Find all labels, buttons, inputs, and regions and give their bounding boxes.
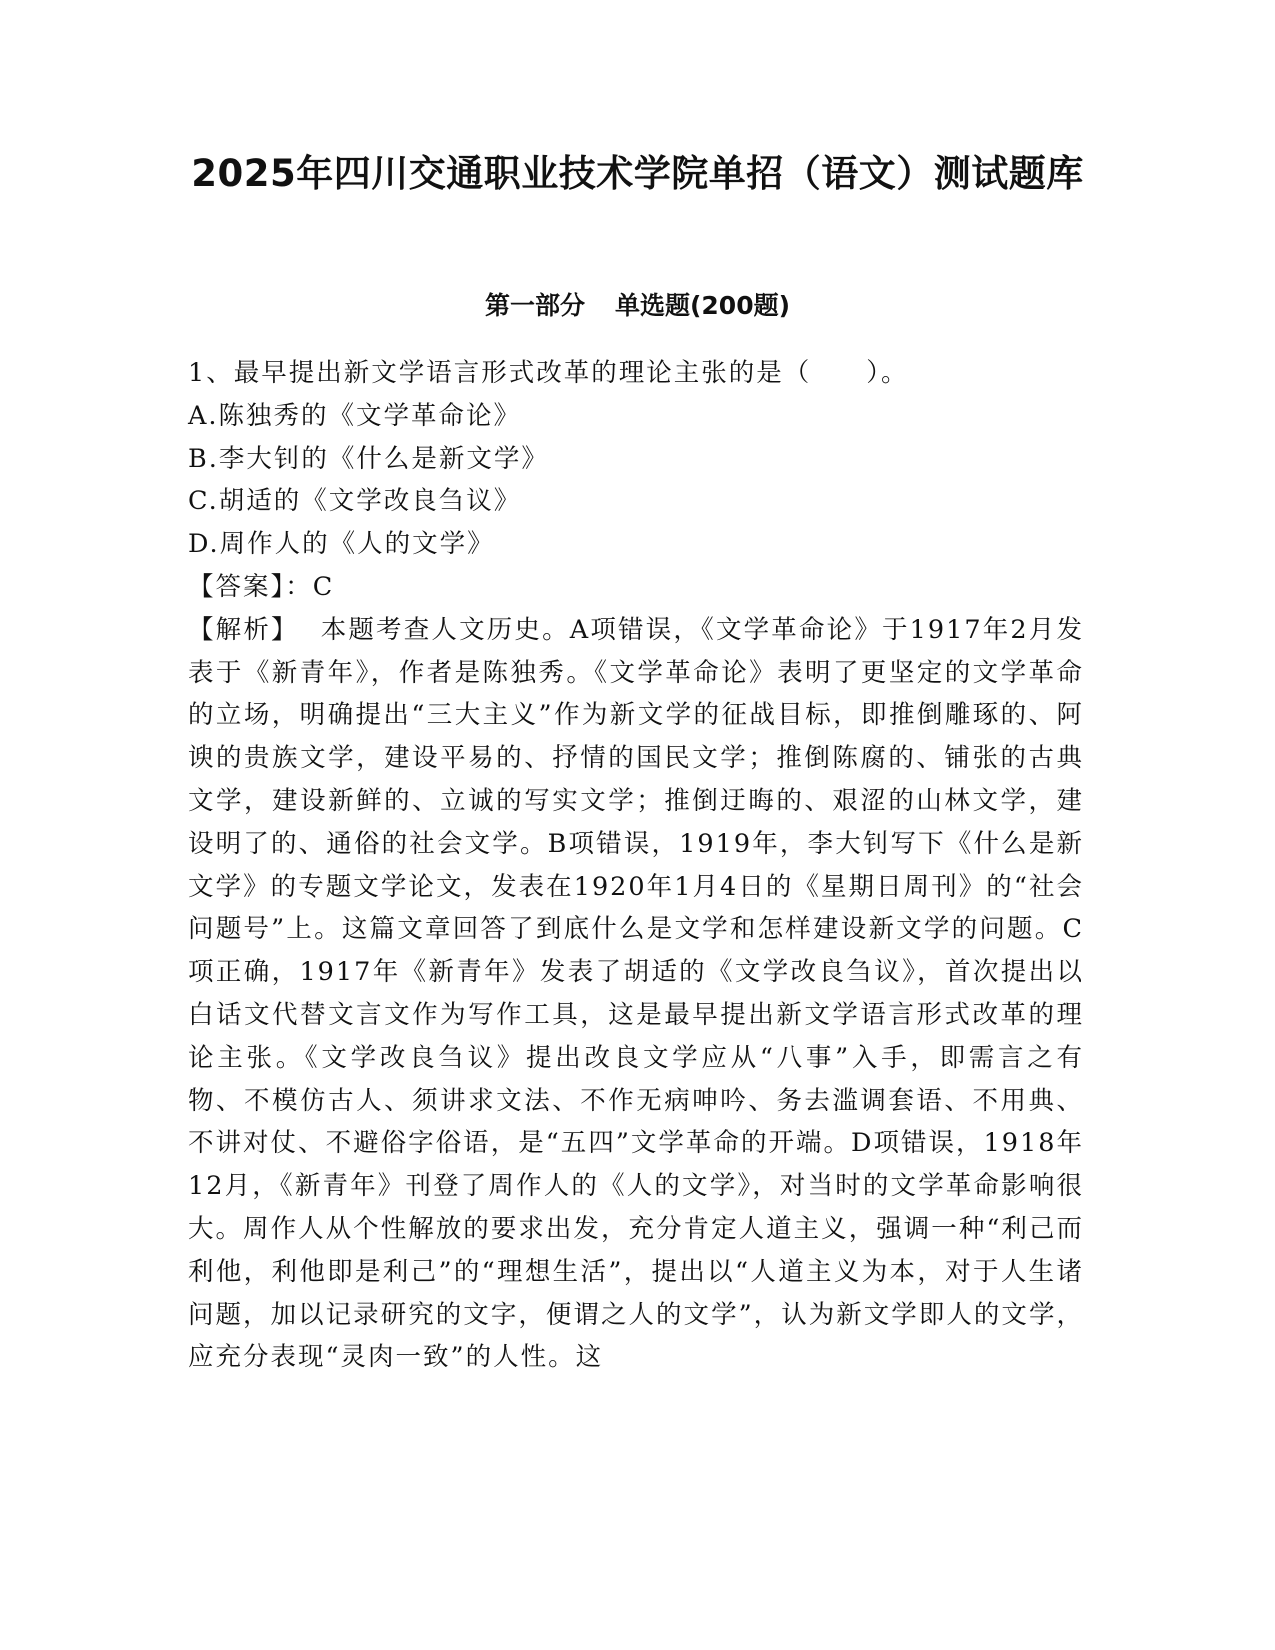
option-b: B.李大钊的《什么是新文学》 xyxy=(188,443,549,474)
answer-value: ：C xyxy=(285,571,335,602)
section-heading xyxy=(0,288,1275,324)
explanation-text: 本题考查人文历史。A项错误，《文学革命论》于1917年2月发表于《新青年》，作者是陈独秀。《文学革命论》表明了更坚定的文学革命的立场，明确提出“三大主义”作为新文学的征战目标，即推倒雕琢的、阿谀的贵族文学，建设平易的、抒情的国民文学；推倒陈腐的、铺张的古典文学，建设新鲜的、立诚的写实文学；推倒迂晦的、艰涩的山林文学，建设明了的、通俗的社会文学。B项错误，1919年，李大钊写下《什么是新文学》的专题文学论文，发表在1920年1月4日的《星期日周刊》的“社会问题号”上。这篇文章回答了到底什么是文学和怎样建设新文学的问题。C项正确，1917年《新青年》发表了胡适的《文学改良刍议》，首次提出以白话文代替文言文作为写作工具，这是最早提出新文学语言形式改革的理论主张。《文学改良刍议》提出改良文学应从“八事”入手，即需言之有物、不模仿古人、须讲求文法、不作无病呻吟、务去滥调套语、不用典、不讲对仗、不避俗字俗语，是“五四”文学革命的开端。D项错误，1918年12月，《新青年》刊登了周作人的《人的文学》，对当时的文学革命影响很大。周作人从个性解放的要求出发，充分肯定人道主义，强调一种“利己而利他，利他即是利己”的“理想生活”，提出以“人道主义为本，对于人生诸问题，加以记录研究的文字，便谓之人的文学”，认为新文学即人的文学，应充分表现“灵肉一致”的人性。这 xyxy=(188,614,1084,1373)
explanation-paragraph xyxy=(188,609,1084,1379)
answer-line xyxy=(188,566,1084,609)
section-part-label: 第一部分 xyxy=(484,291,585,320)
answer-label: 【答案】 xyxy=(188,571,286,602)
question-block xyxy=(188,352,1084,1379)
document-title: 2025年四川交通职业技术学院单招（语文）测试题库 xyxy=(191,152,1084,195)
option-a: A.陈独秀的《文学革命论》 xyxy=(188,400,522,431)
question-stem: 1、最早提出新文学语言形式改革的理论主张的是（ ）。 xyxy=(188,358,909,388)
section-name: 单选题(200题) xyxy=(614,291,791,320)
explanation-label: 【解析】 xyxy=(188,614,299,645)
option-d: D.周作人的《人的文学》 xyxy=(188,529,495,560)
option-c: C.胡适的《文学改良刍议》 xyxy=(188,486,522,517)
